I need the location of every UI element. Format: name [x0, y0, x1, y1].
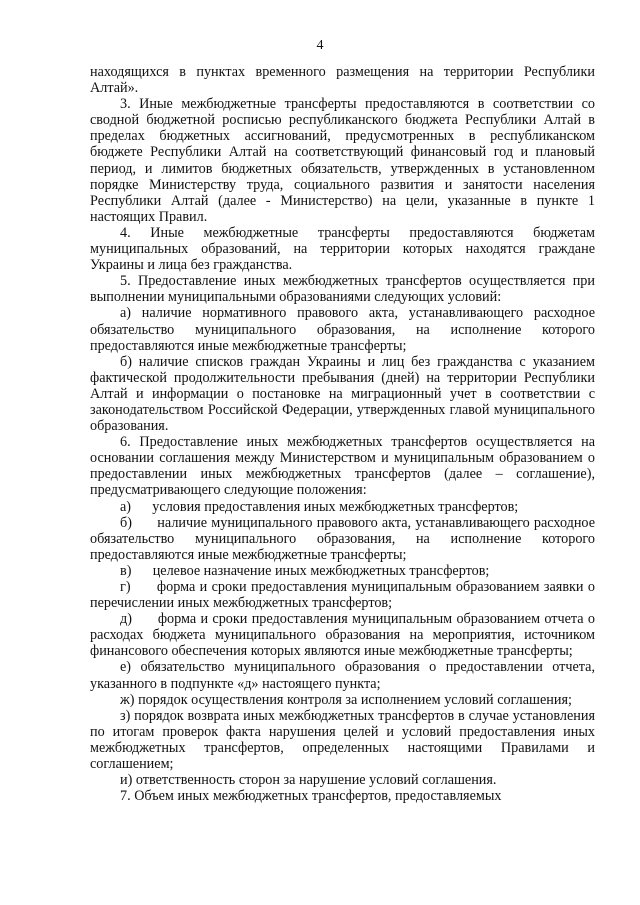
subparagraph-5b: б) наличие списков граждан Украины и лиц без гражданства с указанием фактической продолжительности пребывания (дней) на территории Республики Алтай и информации о постановке на миграционный учет в соответствии с законодательством Российской Федерации, утвержденных главой муниципального образования.	[90, 353, 595, 435]
paragraph-item-5: 5. Предоставление иных межбюджетных трансфертов осуществляется при выполнении муниципальными образованиями следующих условий:	[90, 273, 595, 306]
subparagraph-6b: б) наличие муниципального правового акта, устанавливающего расходное обязательство муниципального образования, на исполнение которого предоставляются иные межбюджетные трансферты;	[90, 514, 595, 563]
page-number: 4	[316, 38, 324, 53]
document-body	[90, 64, 595, 804]
paragraph-item-4: 4. Иные межбюджетные трансферты предоставляются бюджетам муниципальных образований, на территории которых находятся граждане Украины и лица без гражданства.	[90, 224, 595, 274]
subparagraph-6a: а) условия предоставления иных межбюджетных трансфертов;	[120, 498, 519, 515]
subparagraph-6v: в) целевое назначение иных межбюджетных трансфертов;	[120, 562, 490, 579]
paragraph-continuation: находящихся в пунктах временного размещения на территории Республики Алтай».	[90, 64, 595, 97]
subparagraph-6d: д) форма и сроки предоставления муниципальным образованием отчета о расходах бюджета муниципального образования на мероприятия, источником финансового обеспечения которых являются иные межбюджетные трансферты;	[90, 611, 595, 660]
paragraph-item-3: 3. Иные межбюджетные трансферты предоставляются в соответствии со сводной бюджетной росписью республиканского бюджета Республики Алтай в пределах бюджетных ассигнований, предусмотренных в республиканском бюджете Республики Алтай на соответствующий финансовый год и плановый период, и лимитов бюджетных обязательств, утвержденных в установленном порядке Министерству труда, социального развития и занятости населения Республики Алтай (далее - Министерство) на цели, указанные в пункте 1 настоящих Правил.	[90, 96, 595, 225]
paragraph-item-6: 6. Предоставление иных межбюджетных трансфертов осуществляется на основании соглашения между Министерством и муниципальным образованием о предоставлении иных межбюджетных трансфертов (далее – соглашение), предусматривающего следующие положения:	[90, 434, 595, 499]
subparagraph-5a: а) наличие нормативного правового акта, устанавливающего расходное обязательство муниципального образования, на исполнение которого предоставляются иные межбюджетные трансферты;	[90, 305, 595, 354]
subparagraph-6i: и) ответственность сторон за нарушение условий соглашения.	[120, 772, 497, 789]
paragraph-item-7: 7. Объем иных межбюджетных трансфертов, предоставляемых	[120, 788, 502, 805]
subparagraph-6e: е) обязательство муниципального образования о предоставлении отчета, указанного в подпункте «д» настоящего пункта;	[90, 659, 595, 692]
subparagraph-6z: з) порядок возврата иных межбюджетных трансфертов в случае установления по итогам проверок факта нарушения целей и условий предоставления иных межбюджетных трансфертов, определенных настоящими Правилами и соглашением;	[90, 707, 595, 773]
subparagraph-6zh: ж) порядок осуществления контроля за исполнением условий соглашения;	[120, 691, 572, 708]
subparagraph-6g: г) форма и сроки предоставления муниципальным образованием заявки о перечислении иных межбюджетных трансфертов;	[90, 579, 595, 612]
